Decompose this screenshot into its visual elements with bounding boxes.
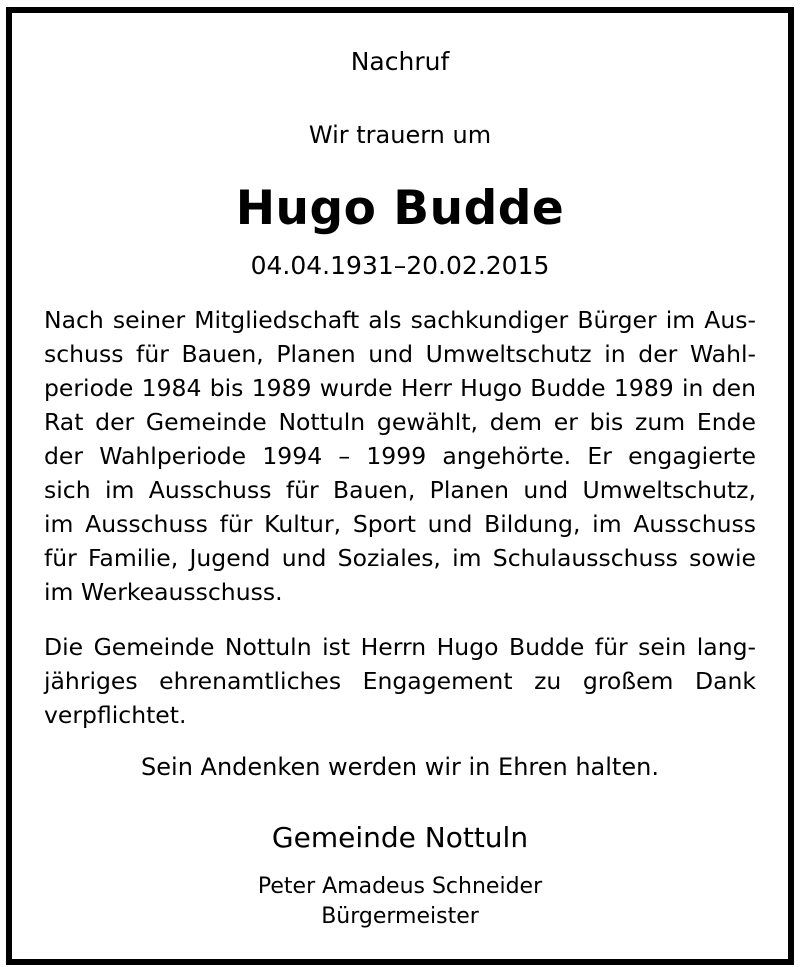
text-line: im Ausschuss für Kultur, Sport und Bildung, im Ausschuss	[44, 510, 756, 538]
text-line: der Wahlperiode 1994 – 1999 angehörte. Er engagierte	[44, 442, 756, 470]
text-line: periode 1984 bis 1989 wurde Herr Hugo Budde 1989 in den	[44, 374, 756, 402]
text-line: sich im Ausschuss für Bauen, Planen und Umweltschutz,	[44, 476, 756, 504]
paragraph-thanks	[44, 630, 756, 732]
obituary-frame	[6, 7, 794, 965]
text-line: verpflichtet.	[44, 701, 187, 729]
notice-intro: Wir trauern um	[308, 121, 492, 149]
deceased-name: Hugo Budde	[235, 181, 565, 236]
text-line: für Familie, Jugend und Soziales, im Schulausschuss sowie	[44, 544, 756, 572]
signer-name: Peter Amadeus Schneider	[257, 874, 543, 899]
notice-heading: Nachruf	[350, 47, 450, 76]
text-line: Rat der Gemeinde Nottuln gewählt, dem er bis zum Ende	[44, 408, 756, 436]
closing-line: Sein Andenken werden wir in Ehren halten.	[141, 753, 659, 781]
signer-role: Bürgermeister	[321, 904, 479, 929]
text-line: Die Gemeinde Nottuln ist Herrn Hugo Budde für sein lang-	[44, 633, 756, 661]
organization-name: Gemeinde Nottuln	[271, 821, 529, 854]
obituary-content	[12, 13, 788, 959]
text-line: schuss für Bauen, Planen und Umweltschutz in der Wahl-	[44, 340, 756, 368]
paragraph-biography	[44, 303, 756, 609]
life-dates: 04.04.1931–20.02.2015	[250, 251, 550, 280]
text-line: jähriges ehrenamtliches Engagement zu großem Dank	[44, 667, 756, 695]
text-line: im Werkeausschuss.	[44, 578, 283, 606]
text-line: Nach seiner Mitgliedschaft als sachkundiger Bürger im Aus-	[44, 306, 756, 334]
